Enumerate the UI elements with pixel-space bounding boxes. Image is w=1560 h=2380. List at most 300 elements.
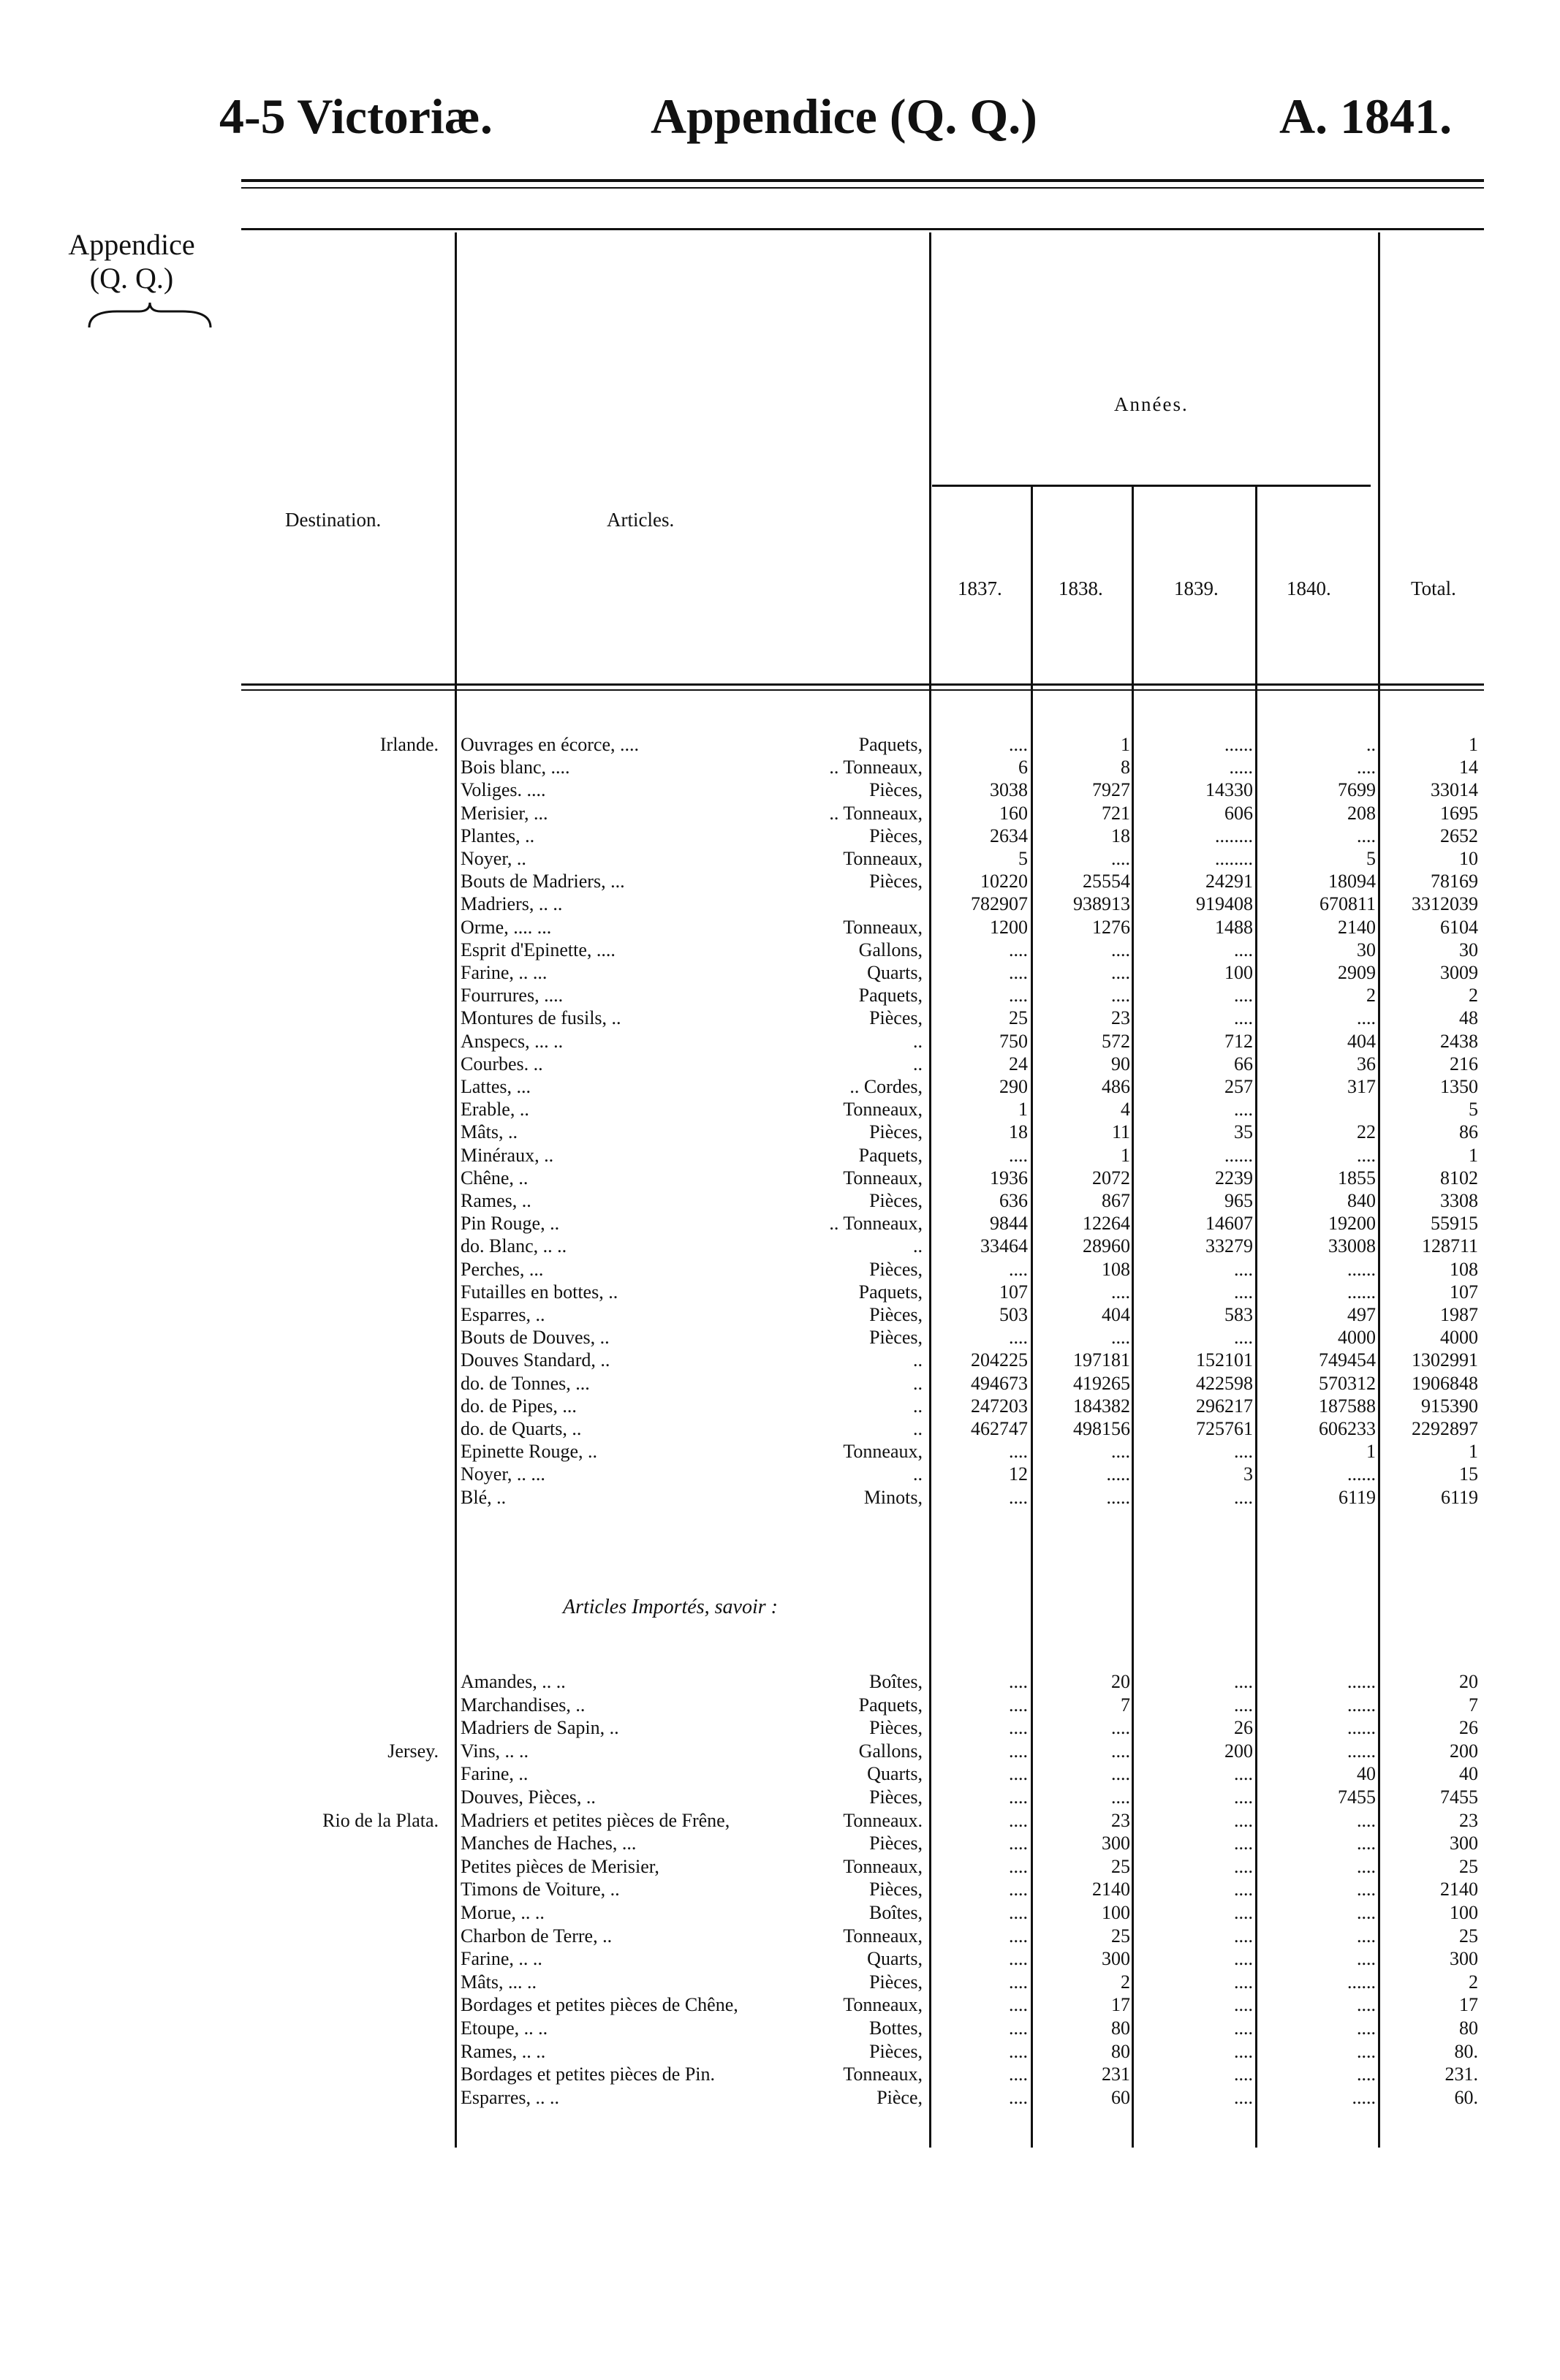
cell-1840: .... — [1357, 2040, 1376, 2062]
cell-1838: 18 — [1111, 825, 1130, 846]
cell-1838: 721 — [1102, 802, 1130, 824]
cell-1839: .... — [1234, 2017, 1253, 2039]
cell-1840: 5 — [1366, 848, 1376, 869]
cell-1837: 2634 — [990, 825, 1028, 846]
table-row — [0, 1832, 1560, 1855]
row-article: Marchandises, .. — [461, 1694, 586, 1716]
row-unit: Pièces, — [869, 779, 923, 801]
table-row — [0, 892, 1560, 916]
table-row — [0, 1281, 1560, 1304]
row-article: Esparres, .. — [461, 1304, 545, 1325]
table-row — [0, 961, 1560, 985]
cell-total: 7 — [1469, 1694, 1478, 1716]
cell-1840: 4000 — [1338, 1327, 1376, 1349]
row-unit: Tonneaux, — [843, 1994, 923, 2016]
cell-total: 2 — [1469, 1971, 1478, 1993]
cell-1839: 725761 — [1196, 1418, 1253, 1439]
cell-1839: 14607 — [1205, 1213, 1253, 1235]
cell-1839: .... — [1234, 1855, 1253, 1877]
row-article: Farine, .. — [461, 1763, 529, 1785]
row-article: Mâts, .. — [461, 1121, 518, 1143]
row-article: Douves, Pièces, .. — [461, 1786, 596, 1808]
cell-1838: 11 — [1111, 1121, 1130, 1143]
cell-1839: ........ — [1215, 825, 1253, 846]
cell-1838: 90 — [1111, 1053, 1130, 1075]
row-unit: .. — [913, 1463, 923, 1485]
row-article: Perches, ... — [461, 1258, 544, 1280]
row-unit: Pièces, — [869, 1833, 923, 1854]
cell-1839: .... — [1234, 1925, 1253, 1947]
cell-1838: 100 — [1102, 1902, 1130, 1923]
row-destination: Irlande. — [379, 734, 439, 755]
row-unit: Pièces, — [869, 871, 923, 892]
header-session: 4-5 Victoriæ. — [219, 88, 493, 144]
cell-1840: 497 — [1347, 1304, 1376, 1325]
cell-1839: .... — [1234, 1327, 1253, 1349]
cell-1837: .... — [1009, 1971, 1028, 1993]
cell-1837: 636 — [999, 1190, 1028, 1211]
header-year: A. 1841. — [1279, 88, 1453, 144]
table-row — [0, 1121, 1560, 1144]
table-row — [0, 733, 1560, 757]
row-unit: Pièces, — [869, 1786, 923, 1808]
cell-1838: 197181 — [1073, 1349, 1130, 1371]
cell-1840: 570312 — [1319, 1372, 1376, 1394]
cell-1839: 965 — [1224, 1190, 1253, 1211]
row-unit: Bottes, — [869, 2017, 923, 2039]
cell-1839: .... — [1234, 1671, 1253, 1692]
row-unit: Pièces, — [869, 1121, 923, 1143]
margin-note — [51, 228, 212, 295]
cell-1840: 33008 — [1328, 1235, 1376, 1257]
row-article: Pin Rouge, .. — [461, 1213, 560, 1235]
table-row — [0, 1007, 1560, 1030]
row-article: Orme, .... ... — [461, 916, 552, 938]
cell-1838: 4 — [1121, 1099, 1130, 1121]
brace-icon — [88, 301, 212, 330]
cell-1839: 152101 — [1196, 1349, 1253, 1371]
row-unit: Tonneaux, — [843, 2063, 923, 2085]
table-row — [0, 1167, 1560, 1190]
cell-total: 1987 — [1440, 1304, 1478, 1325]
cell-total: 48 — [1459, 1007, 1478, 1029]
cell-total: 80 — [1459, 2017, 1478, 2039]
cell-1838: 1 — [1121, 1144, 1130, 1166]
table-row — [0, 1878, 1560, 1901]
cell-1838: .... — [1111, 1786, 1130, 1808]
col-head-1837: 1837. — [958, 577, 1002, 599]
cell-1838: 572 — [1102, 1030, 1130, 1052]
cell-total: 15 — [1459, 1463, 1478, 1485]
row-article: Bordages et petites pièces de Chêne, — [461, 1994, 738, 2016]
table-row — [0, 1925, 1560, 1948]
table-row — [0, 939, 1560, 962]
cell-total: 55915 — [1431, 1213, 1478, 1235]
cell-1839: 296217 — [1196, 1395, 1253, 1417]
cell-1838: 80 — [1111, 2040, 1130, 2062]
cell-1839: 422598 — [1196, 1372, 1253, 1394]
cell-1838: 108 — [1102, 1258, 1130, 1280]
cell-total: 6119 — [1440, 1486, 1478, 1508]
row-unit: Pièce, — [876, 2086, 923, 2108]
cell-1839: .... — [1234, 1902, 1253, 1923]
table-row — [0, 1030, 1560, 1053]
cell-1837: 25 — [1009, 1007, 1028, 1029]
cell-1837: .... — [1009, 985, 1028, 1007]
table-row — [0, 1326, 1560, 1349]
row-article: do. de Quarts, .. — [461, 1418, 582, 1439]
cell-1840: .... — [1357, 1879, 1376, 1900]
cell-1840: 1 — [1366, 1441, 1376, 1463]
row-article: Morue, .. .. — [461, 1902, 545, 1923]
cell-1839: ...... — [1224, 1144, 1253, 1166]
cell-1839: 583 — [1224, 1304, 1253, 1325]
cell-1837: .... — [1009, 1902, 1028, 1923]
row-article: Etoupe, .. .. — [461, 2017, 548, 2039]
row-article: Esparres, .. .. — [461, 2086, 560, 2108]
col-head-1839: 1839. — [1174, 577, 1219, 599]
cell-1839: 100 — [1224, 962, 1253, 983]
cell-1838: 80 — [1111, 2017, 1130, 2039]
header-rule-thin — [241, 187, 1484, 189]
cell-1839: 1488 — [1215, 916, 1253, 938]
cell-total: 1 — [1469, 1441, 1478, 1463]
table-row — [0, 1901, 1560, 1925]
table-row — [0, 1053, 1560, 1076]
row-unit: Tonneaux, — [843, 848, 923, 869]
cell-1840: 6119 — [1338, 1486, 1376, 1508]
row-unit: Boîtes, — [869, 1902, 923, 1923]
cell-1837: .... — [1009, 1809, 1028, 1831]
cell-1840: ..... — [1352, 2086, 1376, 2108]
cell-1839: .... — [1234, 2063, 1253, 2085]
table-row — [0, 1855, 1560, 1879]
row-article: Ouvrages en écorce, .... — [461, 734, 639, 755]
cell-total: 40 — [1459, 1763, 1478, 1785]
cell-1837: 290 — [999, 1076, 1028, 1097]
cell-1838: 404 — [1102, 1304, 1130, 1325]
cell-1839: 26 — [1234, 1717, 1253, 1739]
cell-1839: .... — [1234, 1994, 1253, 2016]
cell-1839: 257 — [1224, 1076, 1253, 1097]
cell-1837: .... — [1009, 1763, 1028, 1785]
cell-1838: 7927 — [1092, 779, 1130, 801]
cell-1837: 1200 — [990, 916, 1028, 938]
cell-1837: .... — [1009, 1855, 1028, 1877]
cell-1837: 160 — [999, 802, 1028, 824]
row-unit: Tonneaux. — [843, 1809, 923, 1831]
row-unit: Tonneaux, — [843, 916, 923, 938]
table-row — [0, 802, 1560, 825]
row-article: Noyer, .. ... — [461, 1463, 545, 1485]
row-article: Anspecs, ... .. — [461, 1030, 564, 1052]
cell-1839: .... — [1234, 985, 1253, 1007]
cell-1840: .... — [1357, 1855, 1376, 1877]
cell-1837: 462747 — [971, 1418, 1028, 1439]
cell-1837: 24 — [1009, 1053, 1028, 1075]
cell-total: 108 — [1450, 1258, 1478, 1280]
cell-total: 231. — [1444, 2063, 1478, 2085]
cell-1837: .... — [1009, 2017, 1028, 2039]
cell-1837: .... — [1009, 962, 1028, 983]
cell-1838: .... — [1111, 848, 1130, 869]
cell-1837: 12 — [1009, 1463, 1028, 1485]
cell-1840: ...... — [1347, 1717, 1376, 1739]
cell-1838: .... — [1111, 985, 1130, 1007]
cell-1840: .... — [1357, 1809, 1376, 1831]
row-unit: Pièces, — [869, 1304, 923, 1325]
table-row — [0, 1463, 1560, 1486]
cell-1839: 33279 — [1205, 1235, 1253, 1257]
row-unit: Boîtes, — [869, 1671, 923, 1692]
cell-1840: ...... — [1347, 1671, 1376, 1692]
cell-total: 216 — [1450, 1053, 1478, 1075]
cell-1840: ...... — [1347, 1694, 1376, 1716]
cell-1840: 2 — [1366, 985, 1376, 1007]
cell-1839: .... — [1234, 1763, 1253, 1785]
cell-total: 23 — [1459, 1809, 1478, 1831]
cell-1838: 867 — [1102, 1190, 1130, 1211]
cell-1838: 1276 — [1092, 916, 1130, 938]
row-unit: Quarts, — [867, 1763, 923, 1785]
row-article: Mâts, ... .. — [461, 1971, 537, 1993]
table-row — [0, 1947, 1560, 1971]
table-row — [0, 1212, 1560, 1235]
cell-total: 1 — [1469, 734, 1478, 755]
cell-total: 25 — [1459, 1855, 1478, 1877]
cell-1840: 30 — [1357, 939, 1376, 960]
cell-1837: 18 — [1009, 1121, 1028, 1143]
row-unit: Pièces, — [869, 1717, 923, 1739]
col-head-annees: Années. — [1114, 393, 1189, 415]
row-unit: Paquets, — [858, 1694, 923, 1716]
row-article: Bouts de Douves, .. — [461, 1327, 610, 1349]
row-article: Timons de Voiture, .. — [461, 1879, 620, 1900]
cell-1840: 1855 — [1338, 1167, 1376, 1189]
cell-total: 2 — [1469, 985, 1478, 1007]
table-row — [0, 1786, 1560, 1809]
cell-1837: 10220 — [980, 871, 1028, 892]
row-unit: .. — [913, 1395, 923, 1417]
cell-1838: 419265 — [1073, 1372, 1130, 1394]
cell-1839: 66 — [1234, 1053, 1253, 1075]
cell-1840: .... — [1357, 2017, 1376, 2039]
row-article: Madriers et petites pièces de Frêne, — [461, 1809, 730, 1831]
cell-1840: 606233 — [1319, 1418, 1376, 1439]
cell-1837: .... — [1009, 1327, 1028, 1349]
cell-1838: 300 — [1102, 1948, 1130, 1970]
cell-total: 20 — [1459, 1671, 1478, 1692]
cell-1839: ...... — [1224, 734, 1253, 755]
cell-1838: 184382 — [1073, 1395, 1130, 1417]
cell-1838: 17 — [1111, 1994, 1130, 2016]
margin-note-line2: (Q. Q.) — [89, 262, 174, 295]
cell-total: 2140 — [1440, 1879, 1478, 1900]
cell-total: 1 — [1469, 1144, 1478, 1166]
row-unit: Paquets, — [858, 1281, 923, 1303]
table-row — [0, 1762, 1560, 1786]
table-row — [0, 2017, 1560, 2040]
cell-1839: .... — [1234, 1441, 1253, 1463]
table-row — [0, 1235, 1560, 1258]
cell-1837: .... — [1009, 1486, 1028, 1508]
cell-1840: 208 — [1347, 802, 1376, 824]
cell-1838: 25554 — [1083, 871, 1130, 892]
cell-1838: 23 — [1111, 1809, 1130, 1831]
cell-total: 30 — [1459, 939, 1478, 960]
cell-1838: 2072 — [1092, 1167, 1130, 1189]
cell-1838: 486 — [1102, 1076, 1130, 1097]
cell-1838: 2 — [1121, 1971, 1130, 1993]
cell-1840: ...... — [1347, 1463, 1376, 1485]
margin-note-line1: Appendice — [68, 228, 195, 261]
cell-1840: .... — [1357, 2063, 1376, 2085]
table-row — [0, 1189, 1560, 1213]
row-article: Voliges. .... — [461, 779, 546, 801]
cell-1838: 2140 — [1092, 1879, 1130, 1900]
row-article: Bordages et petites pièces de Pin. — [461, 2063, 716, 2085]
header-title: Appendice (Q. Q.) — [651, 88, 1037, 144]
table-row — [0, 2086, 1560, 2110]
table-top-rule — [241, 228, 1484, 230]
table-row — [0, 870, 1560, 893]
cell-1839: .... — [1234, 1281, 1253, 1303]
cell-total: 80. — [1454, 2040, 1478, 2062]
table-row — [0, 1349, 1560, 1372]
cell-total: 128711 — [1421, 1235, 1478, 1257]
cell-1840: .... — [1357, 1948, 1376, 1970]
row-article: Rames, .. — [461, 1190, 531, 1211]
cell-1840: .... — [1357, 1902, 1376, 1923]
cell-1839: 24291 — [1205, 871, 1253, 892]
cell-1837: 750 — [999, 1030, 1028, 1052]
row-article: Epinette Rouge, .. — [461, 1441, 598, 1463]
row-unit: .. — [913, 1349, 923, 1371]
cell-1837: .... — [1009, 1740, 1028, 1762]
cell-1838: 25 — [1111, 1855, 1130, 1877]
cell-1838: 300 — [1102, 1833, 1130, 1854]
cell-total: 60. — [1454, 2086, 1478, 2108]
cell-total: 3308 — [1440, 1190, 1478, 1211]
row-unit: Paquets, — [858, 734, 923, 755]
cell-1840: 749454 — [1319, 1349, 1376, 1371]
cell-1840: .... — [1357, 757, 1376, 778]
col-head-1838: 1838. — [1059, 577, 1103, 599]
table-row — [0, 2063, 1560, 2086]
cell-total: 33014 — [1431, 779, 1478, 801]
cell-1838: 1 — [1121, 734, 1130, 755]
cell-1837: .... — [1009, 1717, 1028, 1739]
row-unit: Tonneaux, — [843, 1099, 923, 1121]
table-row — [0, 1395, 1560, 1418]
cell-1838: 12264 — [1083, 1213, 1130, 1235]
col-head-1840: 1840. — [1287, 577, 1331, 599]
cell-1837: .... — [1009, 1694, 1028, 1716]
cell-1839: ..... — [1229, 757, 1253, 778]
col-head-total: Total. — [1411, 577, 1456, 599]
cell-1838: 28960 — [1083, 1235, 1130, 1257]
cell-1840: 7699 — [1338, 779, 1376, 801]
table-row — [0, 756, 1560, 779]
cell-1837: .... — [1009, 1994, 1028, 2016]
row-unit: Tonneaux, — [843, 1925, 923, 1947]
cell-total: 86 — [1459, 1121, 1478, 1143]
cell-1839: .... — [1234, 2086, 1253, 2108]
row-unit: Tonneaux, — [843, 1441, 923, 1463]
row-article: Plantes, .. — [461, 825, 535, 846]
row-article: Esprit d'Epinette, .... — [461, 939, 616, 960]
cell-1839: 2239 — [1215, 1167, 1253, 1189]
cell-1839: 712 — [1224, 1030, 1253, 1052]
cell-total: 3312039 — [1412, 893, 1478, 915]
row-unit: Pièces, — [869, 1007, 923, 1029]
row-article: Lattes, ... — [461, 1076, 531, 1097]
cell-1838: .... — [1111, 939, 1130, 960]
cell-1837: .... — [1009, 939, 1028, 960]
cell-1840: 36 — [1357, 1053, 1376, 1075]
row-article: Rames, .. .. — [461, 2040, 546, 2062]
table-row — [0, 847, 1560, 871]
cell-1839: 200 — [1224, 1740, 1253, 1762]
cell-total: 300 — [1450, 1948, 1478, 1970]
row-unit: .. — [913, 1235, 923, 1257]
row-unit: Tonneaux, — [843, 1167, 923, 1189]
col-head-destination: Destination. — [285, 509, 382, 531]
row-unit: Pièces, — [869, 825, 923, 846]
cell-1840: 840 — [1347, 1190, 1376, 1211]
cell-total: 2438 — [1440, 1030, 1478, 1052]
cell-1838: .... — [1111, 1763, 1130, 1785]
row-article: Minéraux, .. — [461, 1144, 554, 1166]
cell-1838: 7 — [1121, 1694, 1130, 1716]
annees-rule — [932, 485, 1371, 487]
cell-total: 1906848 — [1412, 1372, 1478, 1394]
cell-total: 7455 — [1440, 1786, 1478, 1808]
cell-total: 10 — [1459, 848, 1478, 869]
row-article: do. Blanc, .. .. — [461, 1235, 567, 1257]
cell-total: 100 — [1450, 1902, 1478, 1923]
cell-1840: .. — [1366, 734, 1376, 755]
row-article: do. de Tonnes, ... — [461, 1372, 590, 1394]
cell-1838: .... — [1111, 1740, 1130, 1762]
cell-1840: ...... — [1347, 1971, 1376, 1993]
row-article: Petites pièces de Merisier, — [461, 1855, 659, 1877]
cell-1840: .... — [1357, 1833, 1376, 1854]
cell-1838: 23 — [1111, 1007, 1130, 1029]
row-article: Farine, .. .. — [461, 1948, 542, 1970]
row-article: Erable, .. — [461, 1099, 529, 1121]
table-row — [0, 984, 1560, 1007]
row-unit: Gallons, — [858, 939, 923, 960]
row-unit: Pièces, — [869, 1327, 923, 1349]
table-row — [0, 1098, 1560, 1121]
cell-1838: 938913 — [1073, 893, 1130, 915]
cell-total: 25 — [1459, 1925, 1478, 1947]
cell-1837: 494673 — [971, 1372, 1028, 1394]
table-row — [0, 1144, 1560, 1167]
cell-1839: .... — [1234, 2040, 1253, 2062]
row-unit: Pièces, — [869, 1879, 923, 1900]
row-unit: .. — [913, 1418, 923, 1439]
row-unit: Pièces, — [869, 1971, 923, 1993]
cell-1840: 18094 — [1328, 871, 1376, 892]
cell-1839: .... — [1234, 1948, 1253, 1970]
cell-1840: ...... — [1347, 1258, 1376, 1280]
header-bottom-rule — [241, 683, 1484, 686]
row-article: Montures de fusils, .. — [461, 1007, 621, 1029]
cell-1839: .... — [1234, 1099, 1253, 1121]
row-unit: .. Tonneaux, — [829, 1213, 923, 1235]
